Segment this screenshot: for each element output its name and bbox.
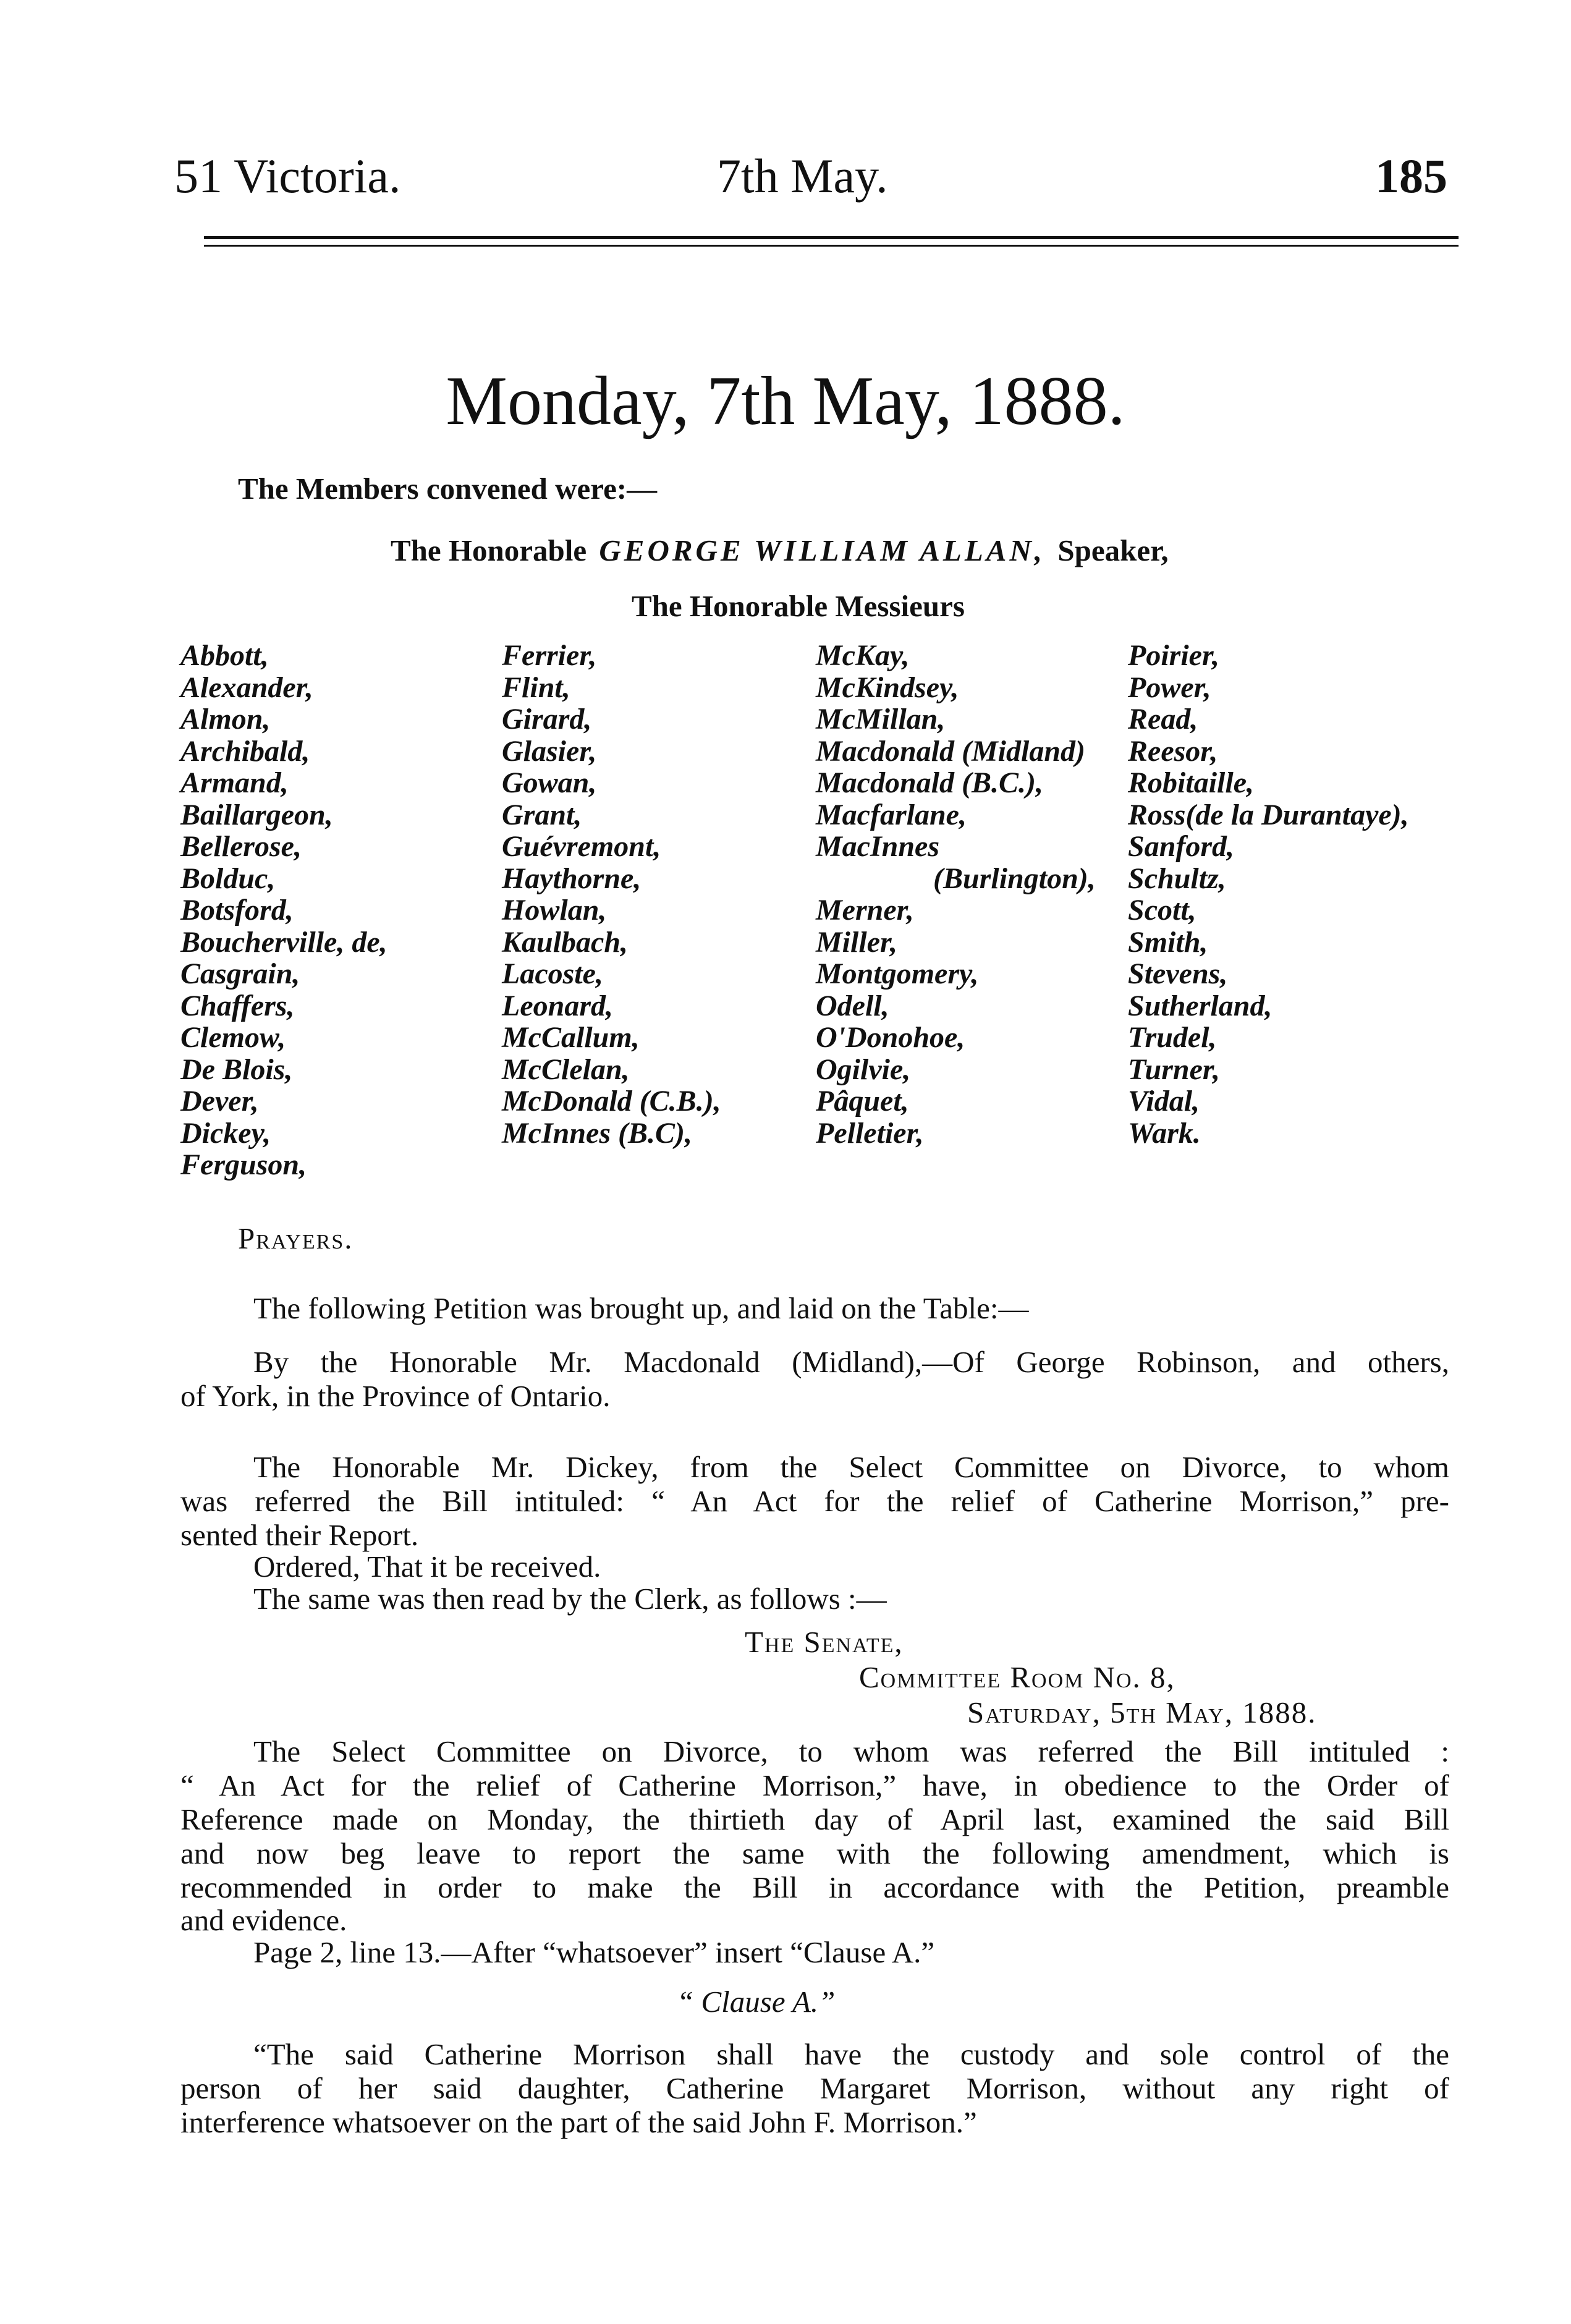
petition-line-1: By the Honorable Mr. Macdonald (Midland),—Of George Robinson, and others, xyxy=(253,1345,1449,1379)
report-read: The same was then read by the Clerk, as follows :— xyxy=(253,1582,887,1616)
member-name: Schultz, xyxy=(1128,862,1226,895)
member-name: Poirier, xyxy=(1128,639,1220,672)
header-session: 51 Victoria. xyxy=(174,149,401,203)
page-number: 185 xyxy=(1375,149,1447,203)
messieurs-heading: The Honorable Messieurs xyxy=(632,589,965,623)
member-name: Macdonald (Midland) xyxy=(816,734,1086,768)
member-name: McDonald (C.B.), xyxy=(502,1085,721,1117)
member-name: Guévremont, xyxy=(502,830,661,863)
committee-line-4: and now beg leave to report the same with the following amendment, which is xyxy=(180,1836,1449,1870)
address-date: Saturday, 5th May, 1888. xyxy=(967,1695,1317,1729)
member-name: Ferguson, xyxy=(180,1148,307,1181)
member-name: Reesor, xyxy=(1128,734,1218,768)
members-column-2 xyxy=(502,640,721,1149)
member-name: Almon, xyxy=(180,703,271,736)
member-name: Abbott, xyxy=(180,639,269,672)
committee-line-5: recommended in order to make the Bill in accordance with the Petition, preamble xyxy=(180,1870,1449,1904)
member-name: Ogilvie, xyxy=(816,1053,911,1086)
member-name: Clemow, xyxy=(180,1021,286,1054)
member-name: Dever, xyxy=(180,1085,259,1117)
member-name: Flint, xyxy=(502,671,570,704)
member-name: Lacoste, xyxy=(502,957,603,990)
page-title: Monday, 7th May, 1888. xyxy=(446,363,1125,439)
header-rule-thin xyxy=(204,245,1459,247)
clause-line-1: “The said Catherine Morrison shall have the custody and sole control of the xyxy=(253,2037,1449,2071)
member-name-continuation: (Burlington), xyxy=(933,862,1096,895)
member-name: McMillan, xyxy=(816,703,946,736)
member-name: Macdonald (B.C.), xyxy=(816,766,1044,799)
petition-intro: The following Petition was brought up, and laid on the Table:— xyxy=(253,1291,1029,1325)
member-name: McKay, xyxy=(816,639,910,672)
member-name: Bellerose, xyxy=(180,830,302,863)
member-name: Macfarlane, xyxy=(816,798,967,831)
member-name: Gowan, xyxy=(502,766,597,799)
member-name: Pelletier, xyxy=(816,1116,924,1150)
report-line-3: sented their Report. xyxy=(180,1518,419,1552)
member-name: Sanford, xyxy=(1128,830,1235,863)
member-name: Howlan, xyxy=(502,894,607,927)
member-name: Ferrier, xyxy=(502,639,597,672)
member-name: Wark. xyxy=(1128,1116,1201,1150)
prayers-heading: Prayers. xyxy=(238,1221,354,1255)
member-name: Grant, xyxy=(502,798,582,831)
member-name: Girard, xyxy=(502,703,592,736)
report-line-2: was referred the Bill intituled: “ An Act for the relief of Catherine Morrison,” pre- xyxy=(180,1484,1449,1518)
member-name: Power, xyxy=(1128,671,1211,704)
report-line-1: The Honorable Mr. Dickey, from the Select Committee on Divorce, to whom xyxy=(253,1450,1449,1484)
member-name: MacInnes xyxy=(816,830,940,863)
member-name: Boucherville, de, xyxy=(180,925,387,959)
speaker-prefix: The Honorable xyxy=(391,533,587,567)
member-name: De Blois, xyxy=(180,1053,293,1086)
address-senate: The Senate, xyxy=(745,1625,904,1659)
member-name: McClelan, xyxy=(502,1053,630,1086)
amendment-instruction: Page 2, line 13.—After “whatsoever” insert “Clause A.” xyxy=(253,1935,935,1969)
member-name: Casgrain, xyxy=(180,957,300,990)
member-name: Dickey, xyxy=(180,1116,271,1150)
member-name: Leonard, xyxy=(502,989,613,1022)
member-name: Botsford, xyxy=(180,894,294,927)
member-name: Haythorne, xyxy=(502,862,642,895)
members-column-1 xyxy=(180,640,387,1181)
member-name: Bolduc, xyxy=(180,862,276,895)
member-name: Archibald, xyxy=(180,734,310,768)
member-name: Montgomery, xyxy=(816,957,979,990)
report-ordered: Ordered, That it be received. xyxy=(253,1550,601,1584)
member-name: McCallum, xyxy=(502,1021,640,1054)
committee-line-1: The Select Committee on Divorce, to whom was referred the Bill intituled : xyxy=(253,1734,1449,1768)
member-name: Turner, xyxy=(1128,1053,1220,1086)
members-intro: The Members convened were:— xyxy=(238,472,658,506)
header-date: 7th May. xyxy=(717,149,888,203)
member-name: Smith, xyxy=(1128,925,1208,959)
committee-line-6: and evidence. xyxy=(180,1903,347,1937)
member-name: Merner, xyxy=(816,894,914,927)
member-name: Alexander, xyxy=(180,671,313,704)
member-name: O'Donohoe, xyxy=(816,1021,965,1054)
speaker-line xyxy=(391,533,1169,568)
member-name: Ross(de la Durantaye), xyxy=(1128,798,1409,831)
member-name: McInnes (B.C), xyxy=(502,1116,693,1150)
member-name: Robitaille, xyxy=(1128,766,1254,799)
committee-line-3: Reference made on Monday, the thirtieth day of April last, examined the said Bill xyxy=(180,1802,1449,1836)
clause-heading: “ Clause A.” xyxy=(677,1985,836,2019)
clause-line-2: person of her said daughter, Catherine Margaret Morrison, without any right of xyxy=(180,2071,1449,2105)
speaker-name: GEORGE WILLIAM ALLAN, xyxy=(599,533,1046,567)
address-room: Committee Room No. 8, xyxy=(859,1660,1175,1694)
committee-line-2: “ An Act for the relief of Catherine Morrison,” have, in obedience to the Order of xyxy=(180,1768,1449,1802)
member-name: Chaffers, xyxy=(180,989,295,1022)
member-name: Miller, xyxy=(816,925,898,959)
petition-line-2: of York, in the Province of Ontario. xyxy=(180,1379,611,1413)
header-rule xyxy=(204,236,1459,239)
member-name: Armand, xyxy=(180,766,289,799)
member-name: Stevens, xyxy=(1128,957,1228,990)
clause-line-3: interference whatsoever on the part of the said John F. Morrison.” xyxy=(180,2105,977,2139)
member-name: Read, xyxy=(1128,703,1198,736)
members-column-4 xyxy=(1128,640,1409,1149)
speaker-suffix: Speaker, xyxy=(1057,533,1169,567)
members-column-3 xyxy=(816,640,1096,1149)
member-name: Glasier, xyxy=(502,734,597,768)
member-name: Trudel, xyxy=(1128,1021,1217,1054)
member-name: Baillargeon, xyxy=(180,798,333,831)
member-name: Sutherland, xyxy=(1128,989,1272,1022)
member-name: Scott, xyxy=(1128,894,1196,927)
member-name: Kaulbach, xyxy=(502,925,629,959)
member-name: Odell, xyxy=(816,989,889,1022)
member-name: Pâquet, xyxy=(816,1085,909,1117)
member-name: McKindsey, xyxy=(816,671,959,704)
member-name: Vidal, xyxy=(1128,1085,1200,1117)
